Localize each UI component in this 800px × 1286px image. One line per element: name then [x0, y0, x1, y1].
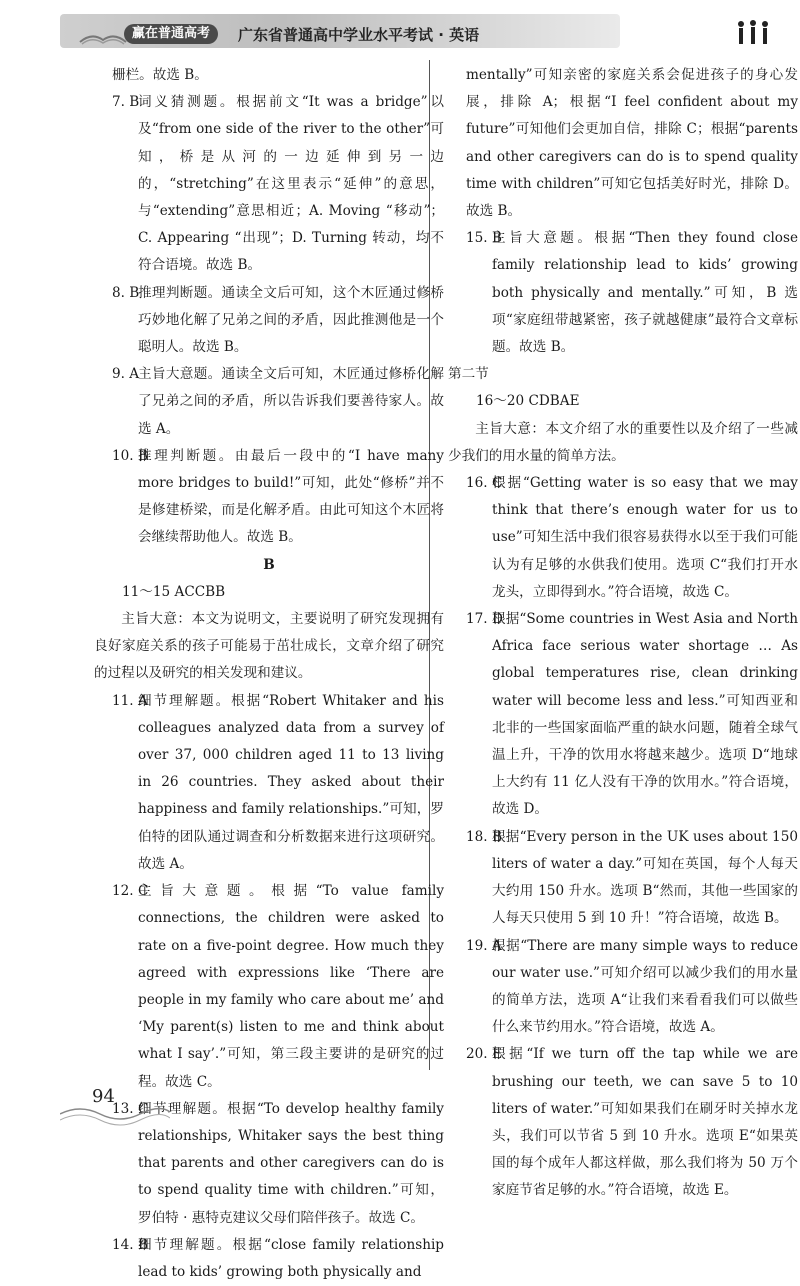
answer-text: 根据“Some countries in West Asia and North Africa face serious water shortage … As global temperatures rise, clean drinking water will become less and less.”可知西亚和北非的一些国家面临严重的缺水问题，随着全球气温上升，干净的饮用水将越来越少。选项 D“地球上大约有 11 亿人没有干净的饮用水。”符合语境，故选 D。: [492, 611, 798, 818]
section-2-heading: 第二节: [448, 366, 489, 383]
answer-label: 14. B: [112, 1236, 148, 1253]
answer-label: 16. C: [466, 475, 503, 492]
answer-text: 细节理解题。根据“close family relationship lead to kids’ growing both physically and: [138, 1236, 444, 1280]
answer-19: [448, 933, 798, 1042]
answers-b: 11～15 ACCBB: [122, 583, 226, 600]
answer-label: 20. E: [466, 1046, 502, 1063]
runners-icon: [732, 18, 774, 48]
answer-text: 根据“Getting water is so easy that we may think that there’s enough water for us to use”可知生活中我们很容易获得水以至于我们可能认为有足够的水供我们使用。选项 C“我们打开水龙头，立即得到水。”符合语境，故选 C。: [492, 475, 798, 600]
footer-wave-decoration: [60, 1100, 170, 1126]
q6-continuation: 栅栏。故选 B。: [112, 67, 208, 83]
answer-label: 17. D: [466, 611, 503, 628]
answer-17: [448, 606, 798, 824]
answer-text: 主旨大意题。根据“To value family connections, the children were asked to rate on a five-point degree. How much they agreed with expressions like ‘There are people in my family who care about me’ and ‘My parent(s) listen to me and think about what I say’.”可知，第三段主要讲的是研究的过程。故选 C。: [138, 883, 444, 1090]
answer-label: 10. B: [112, 447, 148, 464]
answer-15: [448, 225, 798, 361]
answers-2: 16～20 CDBAE: [476, 393, 580, 410]
answer-text: 细节理解题。根据“To develop healthy family relationships, Whitaker says the best thing that parents and other caregivers can do is to spend quality time with children.”可知，罗伯特 · 惠特克建议父母们陪伴孩子。故选 C。: [138, 1100, 444, 1226]
answer-label: 19. A: [466, 937, 502, 954]
answer-label: 13. C: [112, 1100, 149, 1117]
answer-16: [448, 470, 798, 606]
open-book-icon: [78, 24, 128, 46]
page-header: [60, 10, 780, 54]
answer-label: 12. C: [112, 883, 149, 900]
answer-label: 8. B: [112, 284, 140, 301]
answer-text: 主旨大意题。通读全文后可知，木匠通过修桥化解了兄弟之间的矛盾，所以告诉我们要善待家人。故选 A。: [138, 366, 444, 437]
answer-18: [448, 824, 798, 933]
right-column: [448, 62, 798, 1205]
answer-text: 根据“There are many simple ways to reduce our water use.”可知介绍可以减少我们的用水量的简单方法，选项 A“让我们来看看我们可以做些什么来节约用水。”符合语境，故选 A。: [492, 937, 798, 1036]
answer-10: [94, 443, 444, 552]
answer-14: [94, 1232, 444, 1286]
answer-12: [94, 878, 444, 1096]
answer-text: 推理判断题。通读全文后可知，这个木匠通过修桥巧妙地化解了兄弟之间的矛盾，因此推测他是一个聪明人。故选 B。: [138, 284, 444, 356]
header-logo: 赢在普通高考: [124, 24, 218, 44]
answer-text: 根据“Every person in the UK uses about 150 liters of water a day.”可知在英国，每个人每天大约用 150 升水。选项 B“然而，其他一些国家的人每天只使用 5 到 10 升！”符合语境，故选 B。: [492, 828, 798, 927]
section-b-heading: B: [263, 556, 275, 573]
answer-label: 7. B: [112, 94, 140, 111]
answer-20: [448, 1041, 798, 1204]
answer-label: 18. B: [466, 828, 502, 845]
answer-text: 词义猜测题。根据前文“It was a bridge”以及“from one side of the river to the other”可知，桥是从河的一边延伸到另一边的，“stretching”在这里表示“延伸”的意思，与“extending”意思相近；A. Moving “移动”；C. Appearing “出现”；D. Turning 转动，均不符合语境。故选 B。: [138, 94, 444, 274]
q14-continuation: mentally”可知亲密的家庭关系会促进孩子的身心发展，排除 A；根据“I feel confident about my future”可知他们会更加自信，排除 C；根据“parents and other caregivers can do is to spend quality time with children”可知它包括美好时光，排除 D。故选 B。: [466, 67, 798, 220]
summary-2: 主旨大意：本文介绍了水的重要性以及介绍了一些减少我们的用水量的简单方法。: [448, 420, 798, 464]
answer-label: 11. A: [112, 692, 148, 709]
answer-text: 主旨大意题。根据“Then they found close family relationship lead to kids’ growing both physically and mentally.”可知，B 选项“家庭纽带越紧密，孩子就越健康”最符合文章标题。故选 B。: [492, 230, 798, 356]
answer-8: [94, 280, 444, 362]
answer-label: 9. A: [112, 366, 140, 383]
page-number: 94: [92, 1086, 115, 1107]
summary-b: 主旨大意：本文为说明文，主要说明了研究发现拥有良好家庭关系的孩子可能易于茁壮成长，文章介绍了研究的过程以及研究的相关发现和建议。: [94, 611, 444, 682]
answer-11: [94, 688, 444, 878]
answer-text: 推理判断题。由最后一段中的“I have many more bridges to build!”可知，此处“修桥”并不是修建桥梁，而是化解矛盾。由此可知这个木匠将会继续帮助他人。故选 B。: [138, 447, 444, 546]
header-title: 广东省普通高中学业水平考试 · 英语: [238, 26, 480, 44]
answer-label: 15. B: [466, 230, 502, 247]
answer-7: [94, 89, 444, 279]
answer-9: [94, 361, 444, 443]
answer-text: 细节理解题。根据“Robert Whitaker and his colleagues analyzed data from a survey of over 37, 000 children aged 11 to 13 living in 26 countries. They asked about their happiness and family relationships.”可知，罗伯特的团队通过调查和分析数据来进行这项研究。故选 A。: [138, 692, 444, 872]
answer-text: 根据“If we turn off the tap while we are brushing our teeth, we can save 5 to 10 liters of water.”可知如果我们在刷牙时关掉水龙头，我们可以节省 5 到 10 升水。选项 E“如果英国的每个成年人都这样做，那么我们将为 50 万个家庭节省足够的水。”符合语境，故选 E。: [492, 1046, 798, 1199]
